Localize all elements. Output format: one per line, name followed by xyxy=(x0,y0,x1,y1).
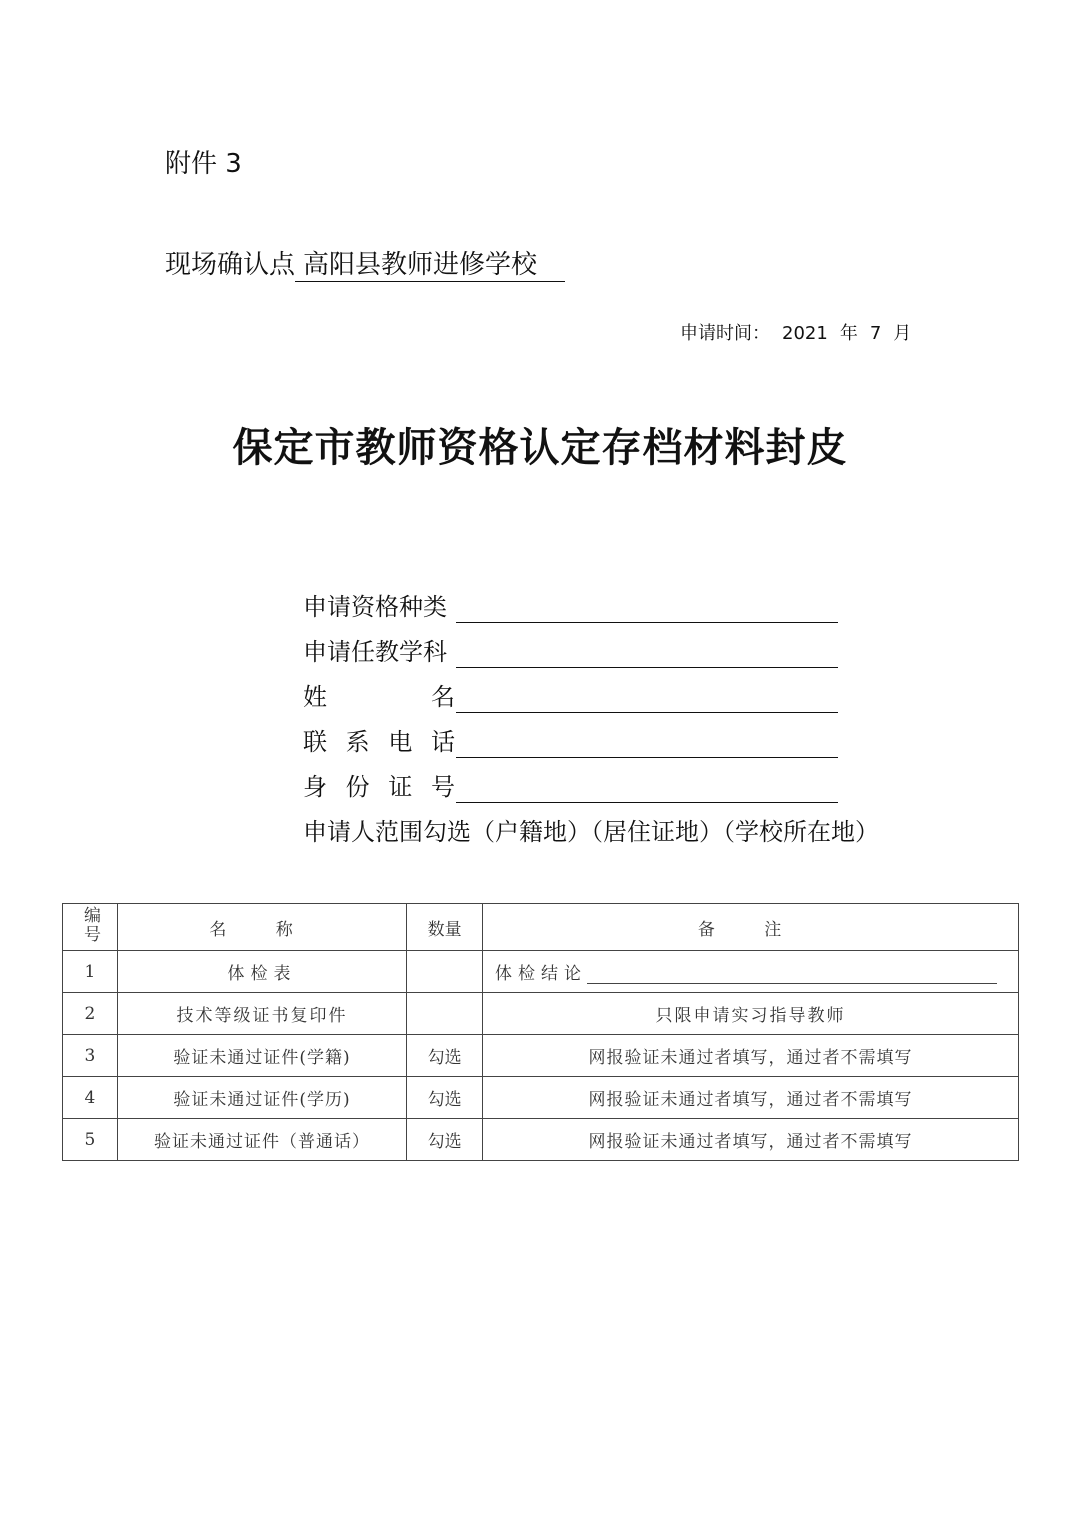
header-name: 名 称 xyxy=(117,904,406,951)
header-remark: 备 注 xyxy=(483,904,1019,951)
date-label: 申请时间： xyxy=(680,323,770,344)
row-no: 4 xyxy=(63,1077,118,1119)
phone-line[interactable] xyxy=(456,757,838,758)
site-label: 现场确认点 xyxy=(165,250,296,280)
date-year: 2021 xyxy=(782,323,828,344)
table-row xyxy=(63,1035,1019,1077)
row-remark: 网报验证未通过者填写，通过者不需填写 xyxy=(483,1077,1019,1119)
qualification-type-label: 申请资格种类 xyxy=(303,593,447,621)
applicant-scope-checkbox-row[interactable]: 申请人范围勾选（户籍地）（居住证地）（学校所在地） xyxy=(303,818,879,846)
exam-conclusion-line[interactable] xyxy=(587,967,997,984)
name-line[interactable] xyxy=(456,712,838,713)
row-qty[interactable] xyxy=(407,951,483,993)
row-name: 体检表 xyxy=(117,951,406,993)
row-qty-checkbox[interactable]: 勾选 xyxy=(407,1119,483,1161)
site-value-field[interactable]: 高阳县教师进修学校 xyxy=(295,249,565,282)
subject-label: 申请任教学科 xyxy=(303,638,447,666)
subject-line[interactable] xyxy=(456,667,838,668)
exam-conclusion-label: 体检结论 xyxy=(495,964,588,984)
row-remark: 网报验证未通过者填写，通过者不需填写 xyxy=(483,1035,1019,1077)
phone-label: 联 系 电 话 xyxy=(303,728,455,756)
table-header-row xyxy=(63,904,1019,951)
row-remark: 网报验证未通过者填写，通过者不需填写 xyxy=(483,1119,1019,1161)
row-name: 验证未通过证件(学籍) xyxy=(117,1035,406,1077)
header-no: 编号 xyxy=(63,904,118,951)
row-remark[interactable] xyxy=(483,951,1019,993)
attachment-label: 附件 3 xyxy=(165,149,242,179)
row-no: 3 xyxy=(63,1035,118,1077)
table-row xyxy=(63,1119,1019,1161)
row-remark: 只限申请实习指导教师 xyxy=(483,993,1019,1035)
row-qty-checkbox[interactable]: 勾选 xyxy=(407,1077,483,1119)
row-name: 技术等级证书复印件 xyxy=(117,993,406,1035)
materials-table xyxy=(62,903,1019,1161)
table-row xyxy=(63,951,1019,993)
application-date xyxy=(680,319,923,345)
id-number-label: 身 份 证 号 xyxy=(303,773,455,801)
row-no: 1 xyxy=(63,951,118,993)
id-number-line[interactable] xyxy=(456,802,838,803)
row-qty-checkbox[interactable]: 勾选 xyxy=(407,1035,483,1077)
row-qty[interactable] xyxy=(407,993,483,1035)
row-no: 2 xyxy=(63,993,118,1035)
month-char: 月 xyxy=(893,323,912,344)
date-month: 7 xyxy=(869,323,882,344)
confirmation-site-row xyxy=(165,244,565,282)
table-row xyxy=(63,1077,1019,1119)
header-qty: 数量 xyxy=(407,904,483,951)
row-name: 验证未通过证件（普通话） xyxy=(117,1119,406,1161)
row-name: 验证未通过证件(学历) xyxy=(117,1077,406,1119)
name-label: 姓 名 xyxy=(303,683,455,711)
row-no: 5 xyxy=(63,1119,118,1161)
document-title: 保定市教师资格认定存档材料封皮 xyxy=(232,424,848,471)
year-char: 年 xyxy=(839,323,858,344)
qualification-type-line[interactable] xyxy=(456,622,838,623)
table-row xyxy=(63,993,1019,1035)
